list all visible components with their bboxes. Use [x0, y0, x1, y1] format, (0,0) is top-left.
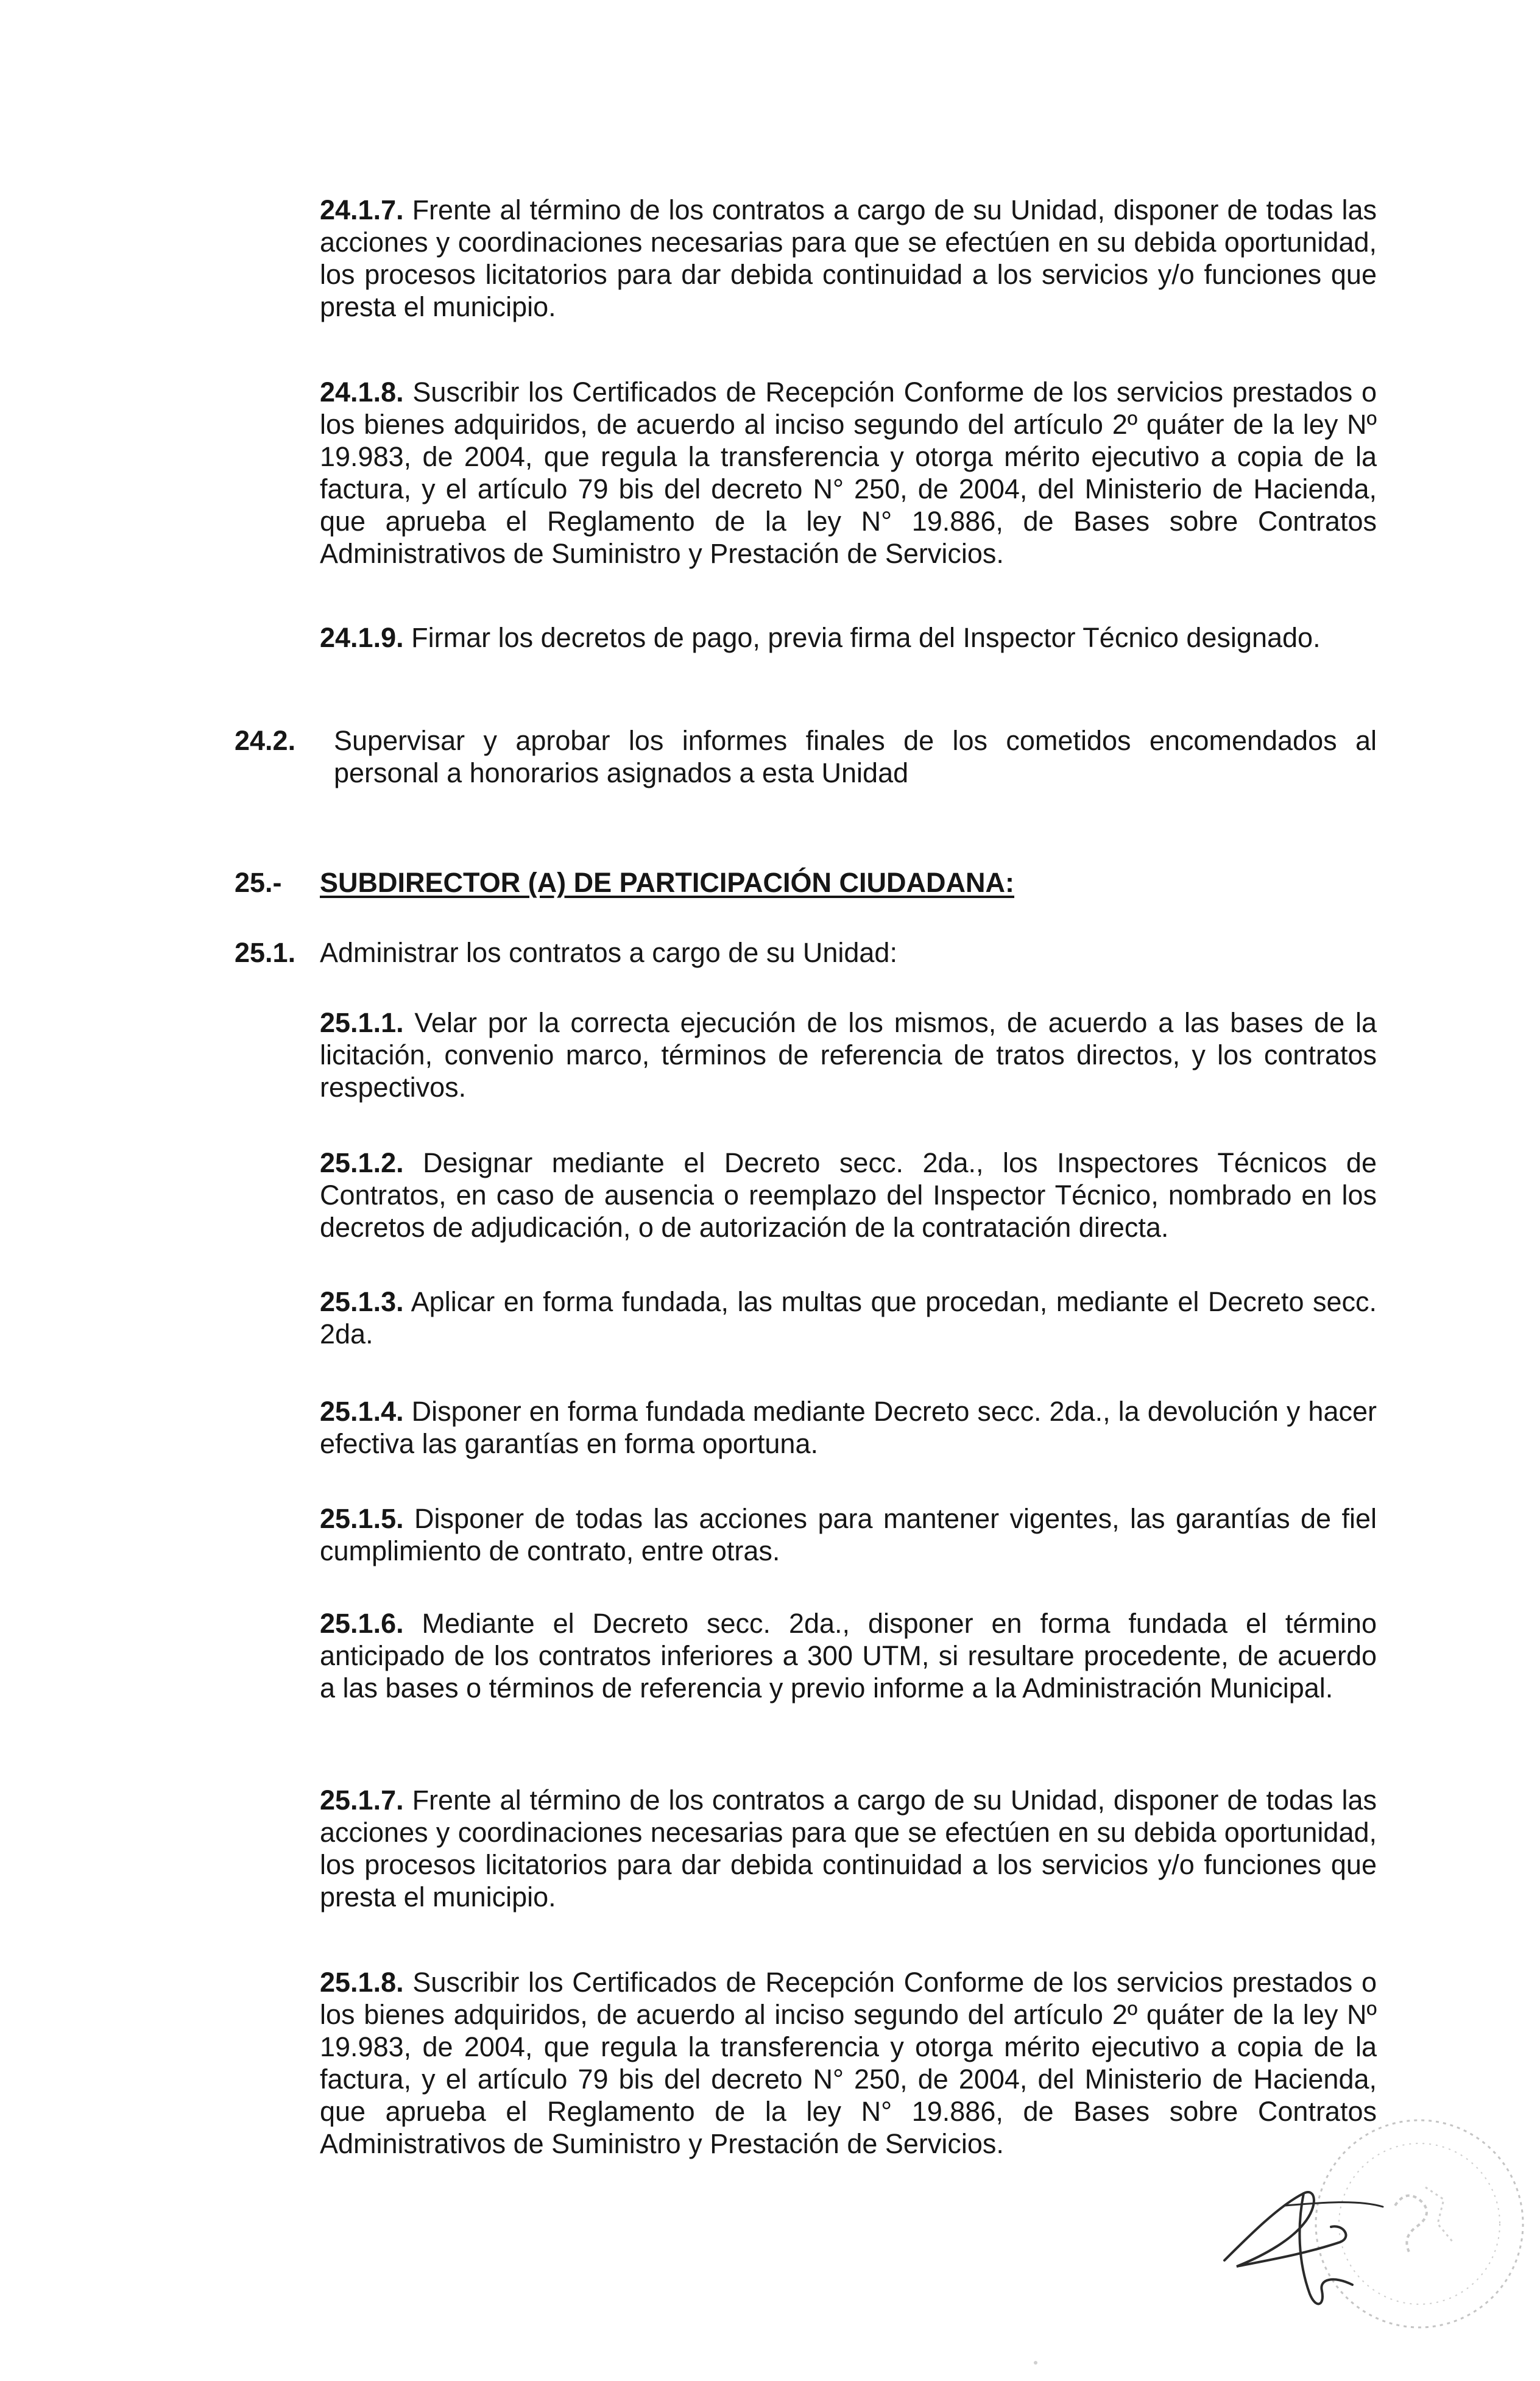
clause-24-1-8	[320, 376, 1377, 570]
clause-text: Suscribir los Certificados de Recepción Conforme de los servicios prestados o los bienes adquiridos, de acuerdo al inciso segundo del artículo 2º quáter de la ley Nº 19.983, de 2004, que regula la transferencia y otorga mérito ejecutivo a copia de la factura, y el artículo 79 bis del decreto N° 250, de 2004, del Ministerio de Hacienda, que aprueba el Reglamento de la ley N° 19.886, de Bases sobre Contratos Administrativos de Suministro y Prestación de Servicios.	[320, 377, 1377, 569]
clause-number: 25.1.3.	[320, 1286, 404, 1317]
clause-text: Velar por la correcta ejecución de los mismos, de acuerdo a las bases de la licitación, convenio marco, términos de referencia de tratos directos, y los contratos respectivos.	[320, 1007, 1377, 1103]
clause-text: Frente al término de los contratos a cargo de su Unidad, disponer de todas las acciones y coordinaciones necesarias para que se efectúen en su debida oportunidad, los procesos licitatorios para dar debida continuidad a los servicios y/o funciones que presta el municipio.	[320, 194, 1377, 322]
clause-text: Firmar los decretos de pago, previa firma del Inspector Técnico designado.	[411, 622, 1321, 653]
clause-25-1-6	[320, 1607, 1377, 1704]
clause-number: 25.1.7.	[320, 1785, 404, 1816]
clause-text: Disponer de todas las acciones para mantener vigentes, las garantías de fiel cumplimiento de contrato, entre otras.	[320, 1503, 1377, 1566]
clause-number: 25.1.6.	[320, 1608, 404, 1639]
clause-text: Disponer en forma fundada mediante Decreto secc. 2da., la devolución y hacer efectiva las garantías en forma oportuna.	[320, 1396, 1377, 1459]
clause-25-1-1	[320, 1007, 1377, 1103]
clause-number: 24.1.8.	[320, 377, 404, 408]
clause-text: Aplicar en forma fundada, las multas que procedan, mediante el Decreto secc. 2da.	[320, 1286, 1377, 1350]
clause-number: 24.1.7.	[320, 194, 404, 225]
scan-speck	[1034, 2361, 1037, 2365]
clause-25-1-3	[320, 1286, 1377, 1350]
clause-24-1-9	[320, 621, 1377, 654]
clause-25-1-2	[320, 1147, 1377, 1244]
clause-25-1-7	[320, 1784, 1377, 1913]
clause-text: Administrar los contratos a cargo de su Unidad:	[320, 937, 897, 968]
clause-text: Designar mediante el Decreto secc. 2da., los Inspectores Técnicos de Contratos, en caso de ausencia o reemplazo del Inspector Técnico, nombrado en los decretos de adjudicación, o de autorización de la contratación directa.	[320, 1147, 1377, 1243]
clause-24-1-7	[320, 194, 1377, 323]
clause-text: Frente al término de los contratos a cargo de su Unidad, disponer de todas las acciones y coordinaciones necesarias para que se efectúen en su debida oportunidad, los procesos licitatorios para dar debida continuidad a los servicios y/o funciones que presta el municipio.	[320, 1785, 1377, 1912]
clause-number: 24.2.	[235, 725, 296, 756]
section-title: SUBDIRECTOR (A) DE PARTICIPACIÓN CIUDADANA:	[320, 867, 1014, 898]
clause-number: 25.1.8.	[320, 1967, 404, 1998]
clause-25-1-8	[320, 1966, 1377, 2160]
clause-25-1-5	[320, 1502, 1377, 1567]
clause-number: 24.1.9.	[320, 622, 404, 653]
clause-number: 25.1.4.	[320, 1396, 404, 1427]
clause-25-1-4	[320, 1395, 1377, 1460]
handwritten-signature	[1212, 2169, 1395, 2327]
clause-number: 25.1.	[235, 937, 296, 968]
section-number: 25.-	[235, 867, 282, 898]
clause-text: Mediante el Decreto secc. 2da., disponer en forma fundada el término anticipado de los contratos inferiores a 300 UTM, si resultare procedente, de acuerdo a las bases o términos de referencia y previo informe a la Administración Municipal.	[320, 1608, 1377, 1703]
clause-number: 25.1.1.	[320, 1007, 404, 1038]
clause-text: Supervisar y aprobar los informes finales de los cometidos encomendados al personal a honorarios asignados a esta Unidad	[334, 725, 1377, 788]
clause-text: Suscribir los Certificados de Recepción Conforme de los servicios prestados o los bienes adquiridos, de acuerdo al inciso segundo del artículo 2º quáter de la ley Nº 19.983, de 2004, que regula la transferencia y otorga mérito ejecutivo a copia de la factura, y el artículo 79 bis del decreto N° 250, de 2004, del Ministerio de Hacienda, que aprueba el Reglamento de la ley N° 19.886, de Bases sobre Contratos Administrativos de Suministro y Prestación de Servicios.	[320, 1967, 1377, 2159]
clause-number: 25.1.2.	[320, 1147, 404, 1178]
clause-number: 25.1.5.	[320, 1503, 404, 1534]
